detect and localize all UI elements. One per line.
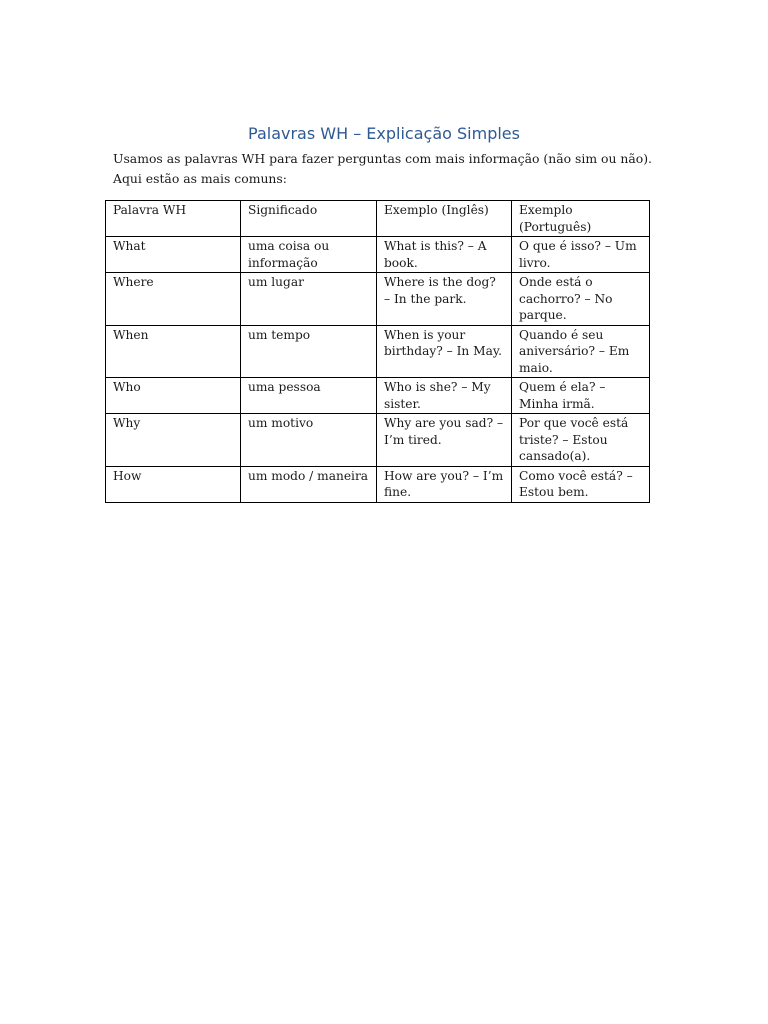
- table-cell: Por que você está triste? – Estou cansado(a).: [512, 414, 650, 467]
- table-cell: um tempo: [241, 325, 377, 378]
- table-row: [106, 325, 650, 378]
- document-title: Palavras WH – Explicação Simples: [248, 124, 520, 143]
- table-cell: When: [106, 325, 241, 378]
- table-cell: um lugar: [241, 273, 377, 326]
- table-cell: How are you? – I’m fine.: [377, 466, 512, 502]
- table-cell: Onde está o cachorro? – No parque.: [512, 273, 650, 326]
- header-cell-example-portuguese: Exemplo (Português): [512, 201, 650, 237]
- intro-paragraph: Usamos as palavras WH para fazer perguntas com mais informação (não sim ou não). Aqui estão as mais comuns:: [113, 151, 652, 186]
- table-cell: uma coisa ou informação: [241, 237, 377, 273]
- table-row: [106, 466, 650, 502]
- table-cell: What: [106, 237, 241, 273]
- wh-words-table: [105, 200, 650, 503]
- header-cell-example-english: Exemplo (Inglês): [377, 201, 512, 237]
- table-cell: How: [106, 466, 241, 502]
- table-cell: um modo / maneira: [241, 466, 377, 502]
- table-row: [106, 237, 650, 273]
- header-cell-wh-word: Palavra WH: [106, 201, 241, 237]
- table-cell: What is this? – A book.: [377, 237, 512, 273]
- table-row: [106, 273, 650, 326]
- table-cell: Who: [106, 378, 241, 414]
- table-cell: Quando é seu aniversário? – Em maio.: [512, 325, 650, 378]
- table-cell: When is your birthday? – In May.: [377, 325, 512, 378]
- table-row: [106, 378, 650, 414]
- table-cell: Who is she? – My sister.: [377, 378, 512, 414]
- table-header-row: [106, 201, 650, 237]
- table-cell: Why are you sad? – I’m tired.: [377, 414, 512, 467]
- table-cell: uma pessoa: [241, 378, 377, 414]
- table-cell: Why: [106, 414, 241, 467]
- table-cell: Where: [106, 273, 241, 326]
- table-row: [106, 414, 650, 467]
- header-cell-meaning: Significado: [241, 201, 377, 237]
- table-cell: O que é isso? – Um livro.: [512, 237, 650, 273]
- table-cell: um motivo: [241, 414, 377, 467]
- table-cell: Como você está? – Estou bem.: [512, 466, 650, 502]
- table-cell: Quem é ela? – Minha irmã.: [512, 378, 650, 414]
- table-cell: Where is the dog? – In the park.: [377, 273, 512, 326]
